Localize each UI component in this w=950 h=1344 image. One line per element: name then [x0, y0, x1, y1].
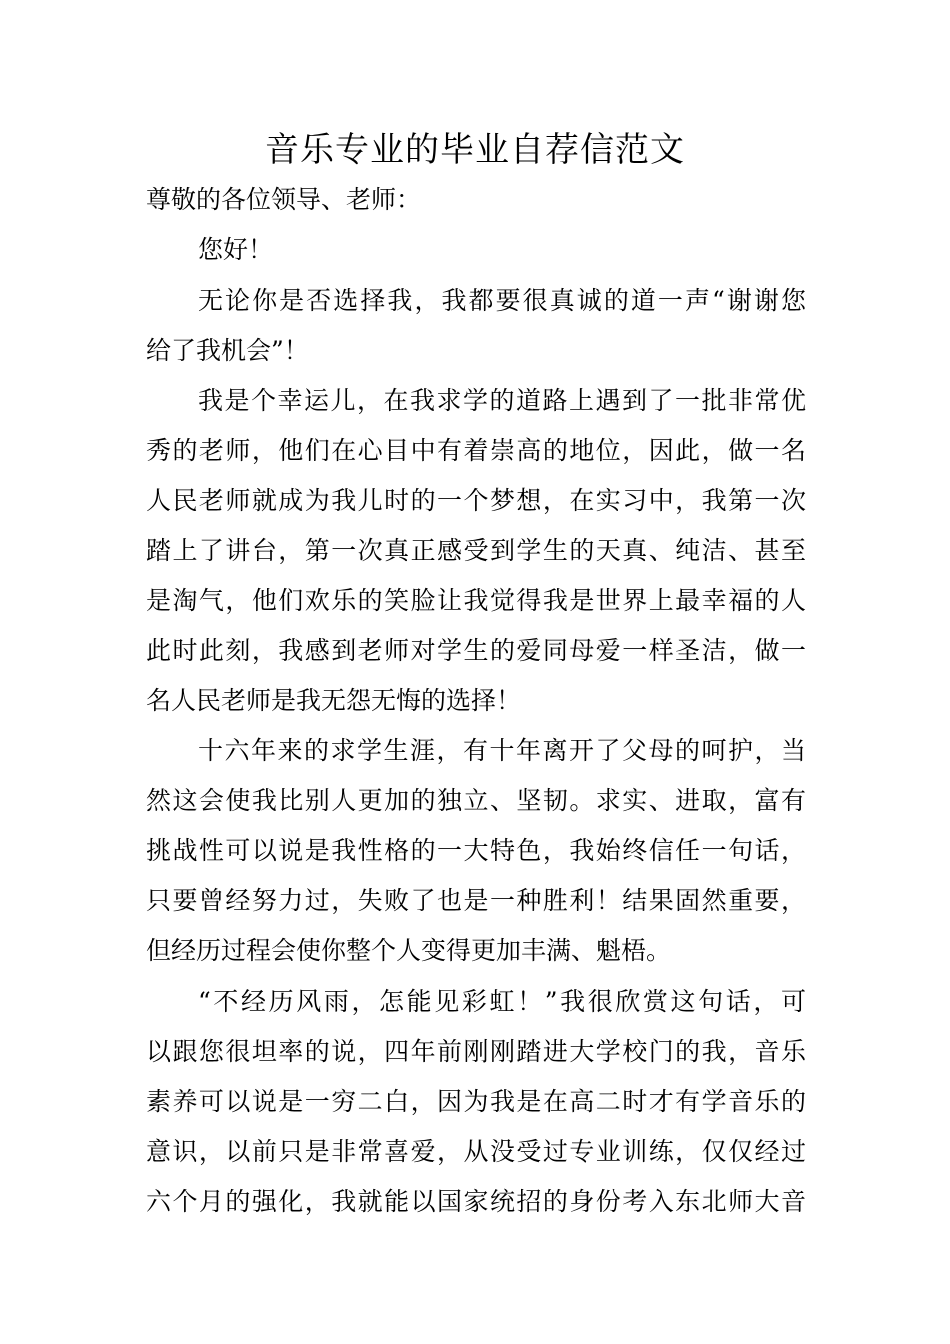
paragraph-line: 十六年来的求学生涯，有十年离开了父母的呵护，当 — [198, 736, 806, 765]
paragraph-line: 无论你是否选择我，我都要很真诚的道一声“谢谢您 — [198, 286, 806, 315]
paragraph-line: 六个月的强化，我就能以国家统招的身份考入东北师大音 — [146, 1187, 806, 1216]
paragraph-line: 给了我机会”！ — [146, 336, 309, 365]
greeting: 您好！ — [198, 235, 274, 264]
paragraph-line: “不经历风雨，怎能见彩虹！”我很欣赏这句话，可 — [198, 987, 806, 1016]
paragraph-line: 此时此刻，我感到老师对学生的爱同母爱一样圣洁，做一 — [146, 636, 806, 665]
paragraph-line: 然这会使我比别人更加的独立、坚韧。求实、进取，富有 — [146, 786, 806, 815]
paragraph-line: 秀的老师，他们在心目中有着崇高的地位，因此，做一名 — [146, 436, 806, 465]
paragraph-line: 素养可以说是一穷二白，因为我是在高二时才有学音乐的 — [146, 1087, 806, 1116]
paragraph-line: 挑战性可以说是我性格的一大特色，我始终信任一句话， — [146, 836, 806, 865]
paragraph-line: 踏上了讲台，第一次真正感受到学生的天真、纯洁、甚至 — [146, 536, 806, 565]
paragraph-line: 人民老师就成为我儿时的一个梦想，在实习中，我第一次 — [146, 486, 806, 515]
paragraph-line: 以跟您很坦率的说，四年前刚刚踏进大学校门的我，音乐 — [146, 1037, 806, 1066]
paragraph-line: 名人民老师是我无怨无悔的选择！ — [146, 686, 522, 715]
paragraph-line: 只要曾经努力过，失败了也是一种胜利！结果固然重要， — [146, 886, 806, 915]
paragraph-line: 我是个幸运儿，在我求学的道路上遇到了一批非常优 — [198, 386, 806, 415]
paragraph-line: 是淘气，他们欢乐的笑脸让我觉得我是世界上最幸福的人 — [146, 586, 806, 615]
paragraph-line: 意识，以前只是非常喜爱，从没受过专业训练，仅仅经过 — [146, 1137, 806, 1166]
paragraph-line: 但经历过程会使你整个人变得更加丰满、魁梧。 — [146, 936, 672, 965]
salutation: 尊敬的各位领导、老师： — [146, 185, 422, 214]
document-title: 音乐专业的毕业自荐信范文 — [265, 130, 685, 170]
